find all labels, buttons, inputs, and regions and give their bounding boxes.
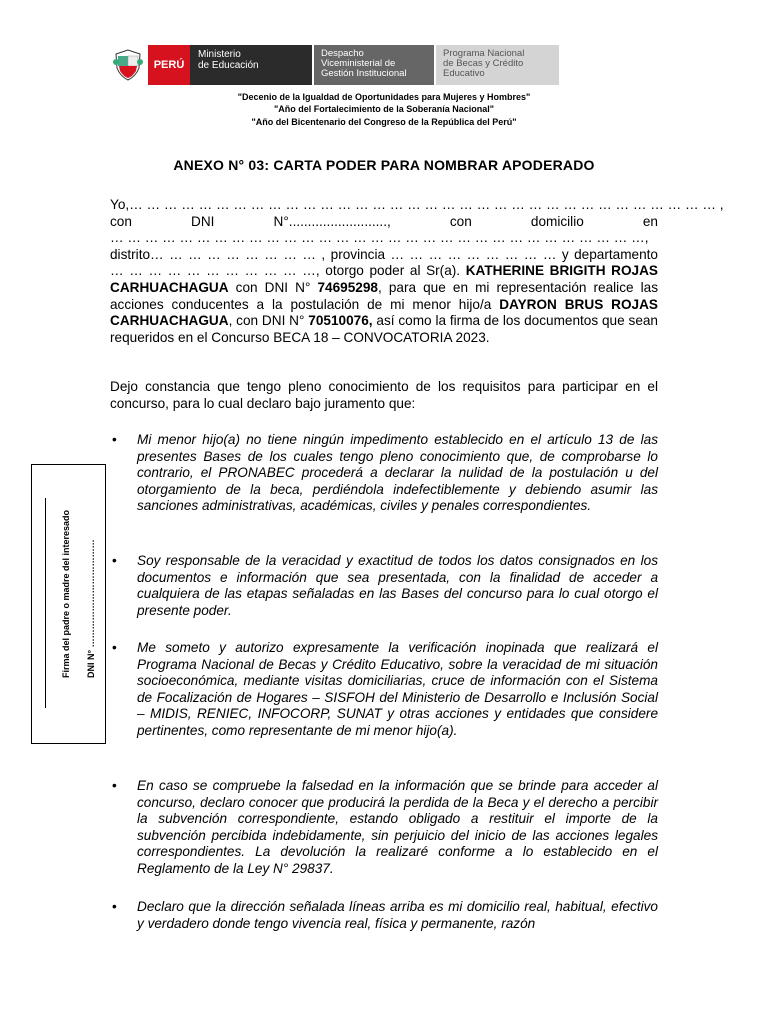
- hijo-name: DAYRON BRUS ROJAS CARHUACHAGUA: [110, 296, 658, 329]
- poder-paragraph: [110, 197, 724, 346]
- bullet-icon: •: [112, 553, 117, 568]
- programa-line-2: de Becas y Crédito: [443, 58, 524, 69]
- declaration-item: [110, 899, 658, 932]
- con-dni-label-2: , con DNI N°: [228, 313, 305, 329]
- peru-label: PERÚ: [148, 45, 190, 85]
- bullet-icon: •: [112, 778, 117, 793]
- ministerio-logo: [190, 45, 312, 85]
- anio-heading-1: "Año del Fortalecimiento de la Soberanía Nacional": [273, 104, 495, 114]
- poder-line-5: … … … … … … … … … … …, otorgo poder al Sr(a).: [110, 263, 461, 279]
- apoderado-dni: 74695298: [317, 279, 378, 295]
- declaration-item: [110, 640, 658, 739]
- declaration-text: Soy responsable de la veracidad y exactitud de todos los datos consignados en los documentos e información que sea presentada, con la finalidad de acceder a cualquiera de las etapas señaladas en las Bases del concurso para lo cual otorgo el presente poder.: [137, 553, 658, 618]
- ministerio-line-2: de Educación: [198, 60, 259, 71]
- poder-line-4: distrito… … … … … … … … … , provincia … … … … … … … … … y departamento: [110, 246, 658, 262]
- declaration-item: [110, 432, 658, 515]
- anio-heading-2: "Año del Bicentenario del Congreso de la República del Perú": [251, 117, 517, 127]
- poder-end-text: así como la firma de los documentos que sean requeridos en el Concurso BECA 18 – CONVOCATORIA 2023.: [110, 313, 658, 345]
- header-logos: [110, 45, 559, 85]
- decenio-heading: "Decenio de la Igualdad de Oportunidades para Mujeres y Hombres": [237, 92, 531, 102]
- poder-line-1: Yo,… … … … … … … … … … … … … … … … … … … … … … … … … … … … … … … … … … ,: [110, 197, 724, 212]
- coat-of-arms-icon: [110, 45, 146, 85]
- poder-line-3: … … … … … … … … … … … … … … … … … … … … … … … … … … … … … … …,: [110, 230, 649, 246]
- bullet-icon: •: [112, 899, 117, 914]
- declaration-text: Mi menor hijo(a) no tiene ningún impedimento establecido en el artículo 13 de las presentes Bases de los cuales tengo pleno conocimiento que, de comprobarse lo contrario, el PRONABEC procederá a declarar la nulidad de la postulación u del otorgamiento de la beca, perdiéndola indefectiblemente y debiendo asumir las sanciones administrativas, académicas, civiles y penales correspondientes.: [137, 432, 658, 513]
- constancia-paragraph: Dejo constancia que tengo pleno conocimiento de los requisitos para participar en el concurso, para lo cual declaro bajo juramento que:: [110, 379, 658, 411]
- programa-line-3: Educativo: [443, 68, 485, 79]
- programa-line-1: Programa Nacional: [443, 48, 525, 59]
- apoderado-name: KATHERINE BRIGITH ROJAS CARHUACHAGUA: [110, 263, 658, 295]
- bullet-icon: •: [112, 640, 117, 655]
- declaration-text: Declaro que la dirección señalada líneas arriba es mi domicilio real, habitual, efectivo y verdadero donde tengo vivencia real, física y permanente, razón: [137, 899, 658, 931]
- declaration-item: [110, 778, 658, 877]
- signature-dni-label: DNI N° ………………………………: [86, 539, 96, 678]
- programa-logo: [436, 45, 559, 85]
- despacho-line-2: Viceministerial de: [321, 58, 396, 69]
- hijo-dni: 70510076,: [308, 313, 373, 329]
- poder-body: [110, 263, 658, 346]
- ministerio-line-1: Ministerio: [198, 49, 241, 60]
- con-dni-label: con DNI N°: [235, 279, 311, 295]
- page-title: ANEXO N° 03: CARTA PODER PARA NOMBRAR APODERADO: [173, 157, 595, 173]
- bullet-icon: •: [112, 432, 117, 447]
- signature-line: [45, 498, 46, 708]
- despacho-line-3: Gestión Institucional: [321, 68, 407, 79]
- despacho-logo: [314, 45, 434, 85]
- poder-line-2: con DNI N°.........................., con domicilio en: [110, 213, 658, 229]
- declaration-item: [110, 553, 658, 619]
- poder-middle-text: , para que en mi representación realice las acciones conducentes a la postulación de mi menor hijo/a: [110, 279, 659, 312]
- declaration-text: Me someto y autorizo expresamente la verificación inopinada que realizará el Programa Nacional de Becas y Crédito Educativo, sobre la veracidad de mi situación socioeconómica, mediante visitas domiciliarias, cruce de información con el Sistema de Focalización de Hogares – SISFOH del Ministerio de Desarrollo e Inclusión Social – MIDIS, RENIEC, INFOCORP, SUNAT y otras acciones y entidades que considere pertinentes, como representante de mi menor hijo(a).: [137, 640, 658, 738]
- signature-label: Firma del padre o madre del interesado: [61, 509, 71, 678]
- declaration-text: En caso se compruebe la falsedad en la información que se brinde para acceder al concurso, declaro conocer que producirá la perdida de la Beca y el derecho a percibir la subvención correspondiente, estando obligado a restituir el importe de la subvención percibida indebidamente, sin perjuicio del inicio de las acciones legales correspondientes. La devolución la realizaré conforme a lo establecido en el Reglamento de la Ley N° 29837.: [137, 778, 658, 876]
- despacho-line-1: Despacho: [321, 48, 364, 59]
